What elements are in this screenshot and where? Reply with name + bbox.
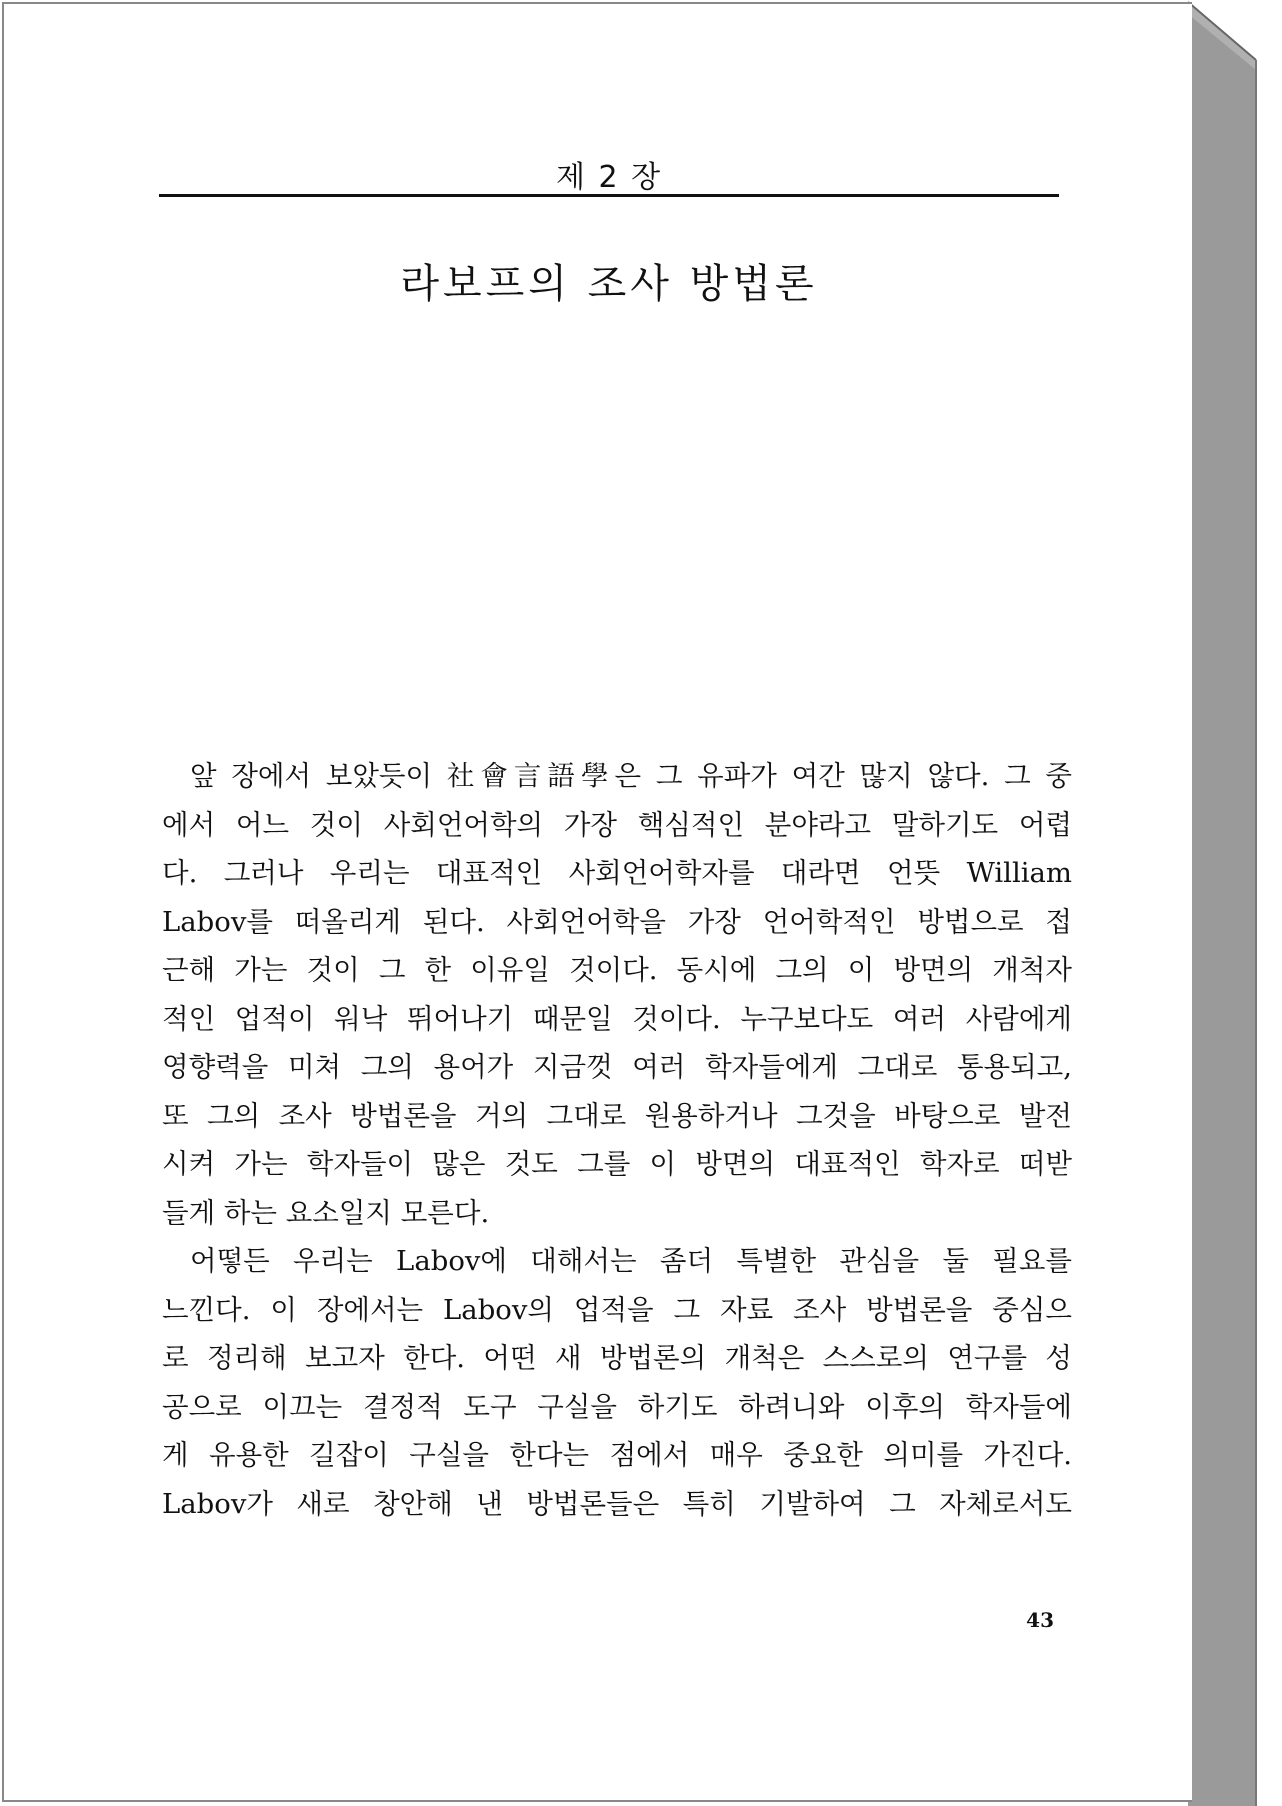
text-line: Labov를 떠올리게 된다. 사회언어학을 가장 언어학적인 방법으로 접 bbox=[162, 905, 1072, 938]
text-line: 느낀다. 이 장에서는 Labov의 업적을 그 자료 조사 방법론을 중심으 bbox=[162, 1293, 1072, 1326]
text-line: 게 유용한 길잡이 구실을 한다는 점에서 매우 중요한 의미를 가진다. bbox=[162, 1439, 1072, 1471]
page-number: 43 bbox=[1026, 1608, 1054, 1632]
text-line: 시켜 가는 학자들이 많은 것도 그를 이 방면의 대표적인 학자로 떠받 bbox=[162, 1148, 1072, 1180]
text-line: 앞 장에서 보았듯이 社會言語學은 그 유파가 여간 많지 않다. 그 중 bbox=[190, 760, 1072, 792]
book-page bbox=[2, 2, 1192, 1802]
chapter-label: 제 2 장 bbox=[555, 160, 663, 195]
chapter-divider bbox=[159, 194, 1059, 197]
text-line: 영향력을 미쳐 그의 용어가 지금껏 여러 학자들에게 그대로 통용되고, bbox=[162, 1051, 1072, 1083]
chapter-title: 라보프의 조사 방법론 bbox=[400, 261, 818, 307]
text-line: 어떻든 우리는 Labov에 대해서는 좀더 특별한 관심을 둘 필요를 bbox=[190, 1245, 1072, 1277]
text-line: 근해 가는 것이 그 한 이유일 것이다. 동시에 그의 이 방면의 개척자 bbox=[162, 954, 1072, 986]
text-line: 로 정리해 보고자 한다. 어떤 새 방법론의 개척은 스스로의 연구를 성 bbox=[162, 1342, 1072, 1374]
text-line: Labov가 새로 창안해 낸 방법론들은 특히 기발하여 그 자체로서도 bbox=[162, 1487, 1072, 1520]
text-line: 다. 그러나 우리는 대표적인 사회언어학자를 대라면 언뜻 William bbox=[162, 857, 1072, 889]
text-line: 에서 어느 것이 사회언어학의 가장 핵심적인 분야라고 말하기도 어렵 bbox=[162, 808, 1072, 841]
text-line: 공으로 이끄는 결정적 도구 구실을 하기도 하려니와 이후의 학자들에 bbox=[162, 1390, 1072, 1423]
text-line: 적인 업적이 워낙 뛰어나기 때문일 것이다. 누구보다도 여러 사람에게 bbox=[162, 1002, 1072, 1035]
book-page-edge bbox=[1186, 0, 1282, 1806]
text-line: 또 그의 조사 방법론을 거의 그대로 원용하거나 그것을 바탕으로 발전 bbox=[162, 1099, 1072, 1132]
text-line: 들게 하는 요소일지 모른다. bbox=[162, 1196, 490, 1229]
body-text bbox=[162, 752, 1072, 1528]
